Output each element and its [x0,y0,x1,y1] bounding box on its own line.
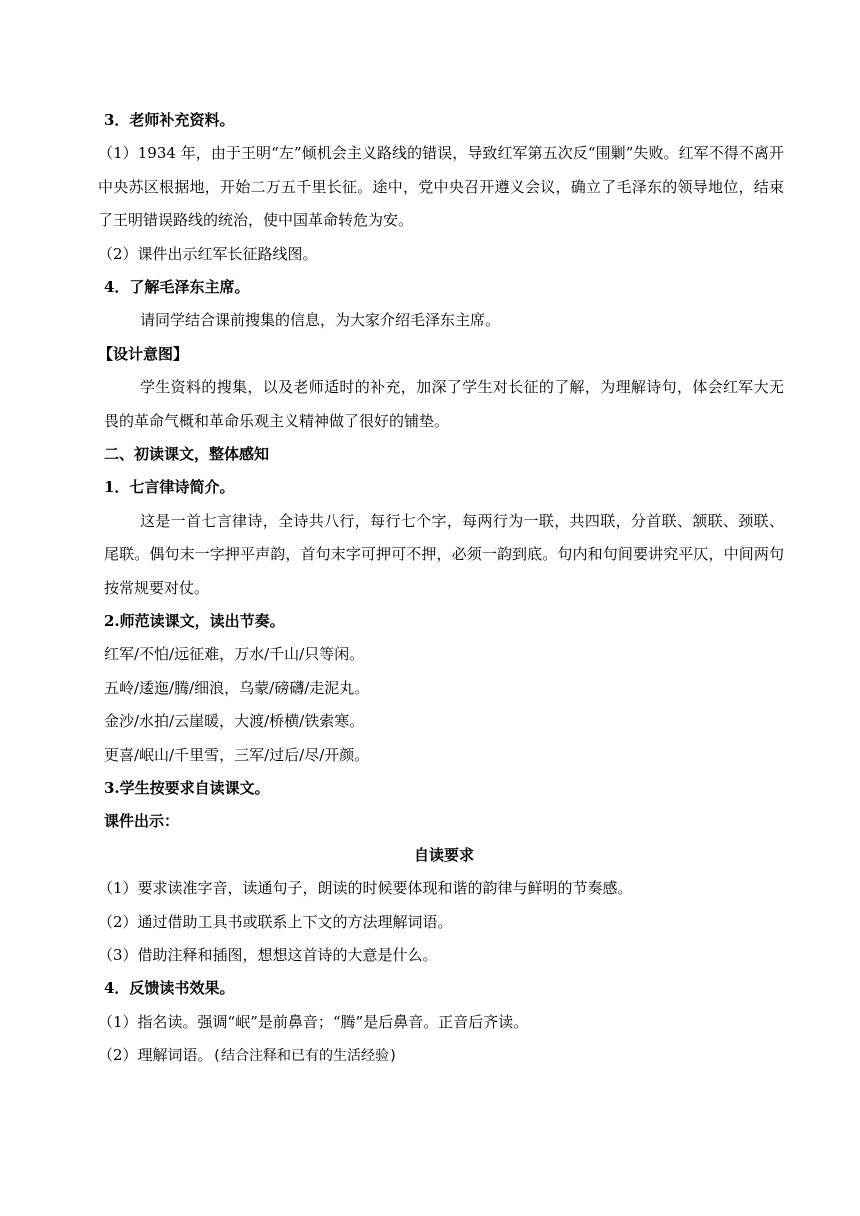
section-4-title: 4．了解毛泽东主席。 [104,278,250,296]
requirement-2: （2）通过借助工具书或联系上下文的方法理解词语。 [98,912,453,931]
regulated-verse-title: 1．七言律诗简介。 [104,478,235,497]
poem-line-4: 更喜/岷山/千里雪，三军/过后/尽/开颜。 [104,745,370,764]
requirement-1: （1）要求读准字音，读通句子，朗读的时候要体现和谐的韵律与鲜明的节奏感。 [98,879,633,898]
feedback-2-text: （2）理解词语。 [98,1046,213,1065]
teacher-reading-title: 2.师范读课文，读出节奏。 [104,611,285,630]
design-intent-title: 【设计意图】 [98,344,189,363]
design-intent-paragraph: 学生资料的搜集，以及老师适时的补充，加深了学生对长征的了解，为理解诗句，体会红军大无畏的革命气概和革命乐观主义精神做了很好的铺垫。 [104,378,784,430]
section-3-title: 3．老师补充资料。 [104,111,235,129]
feedback-2 [98,1039,784,1072]
section-3-paragraph-2: （2）课件出示红军长征路线图。 [98,244,318,263]
feedback-1: （1）指名读。强调“岷”是前鼻音；“腾”是后鼻音。正音后齐读。 [98,1012,529,1031]
requirement-3: （3）借助注释和插图，想想这首诗的大意是什么。 [98,945,438,964]
document-page [98,104,784,1072]
poem-line-1: 红军/不怕/远征难，万水/千山/只等闲。 [104,645,365,664]
self-reading-title: 3.学生按要求自读课文。 [104,778,270,797]
feedback-title: 4．反馈读书效果。 [104,979,235,998]
section-3-paragraph-1: （1）1934 年，由于王明“左”倾机会主义路线的错误，导致红军第五次反“围剿”失败。红军不得不离开中央苏区根据地，开始二万五千里长征。途中，党中央召开遵义会议，确立了毛泽东的领导地位，结束了王明错误路线的统治，使中国革命转危为安。 [98,144,784,230]
regulated-verse-paragraph: 这是一首七言律诗，全诗共八行，每行七个字，每两行为一联，共四联，分首联、颔联、颈联、尾联。偶句末一字押平声韵，首句末字可押可不押，必须一韵到底。句内和句间要讲究平仄，中间两句按常规要对仗。 [104,511,784,597]
part-2-heading: 二、初读课文，整体感知 [104,444,270,463]
section-4-paragraph: 请同学结合课前搜集的信息，为大家介绍毛泽东主席。 [140,311,501,330]
feedback-2-note: (结合注释和已有的生活经验) [212,1048,398,1065]
poem-line-2: 五岭/逶迤/腾/细浪，乌蒙/磅礴/走泥丸。 [104,678,370,697]
courseware-label: 课件出示： [104,812,180,831]
poem-line-3: 金沙/水拍/云崖暖，大渡/桥横/铁索寒。 [104,712,365,731]
reading-requirements-title: 自读要求 [413,845,474,864]
